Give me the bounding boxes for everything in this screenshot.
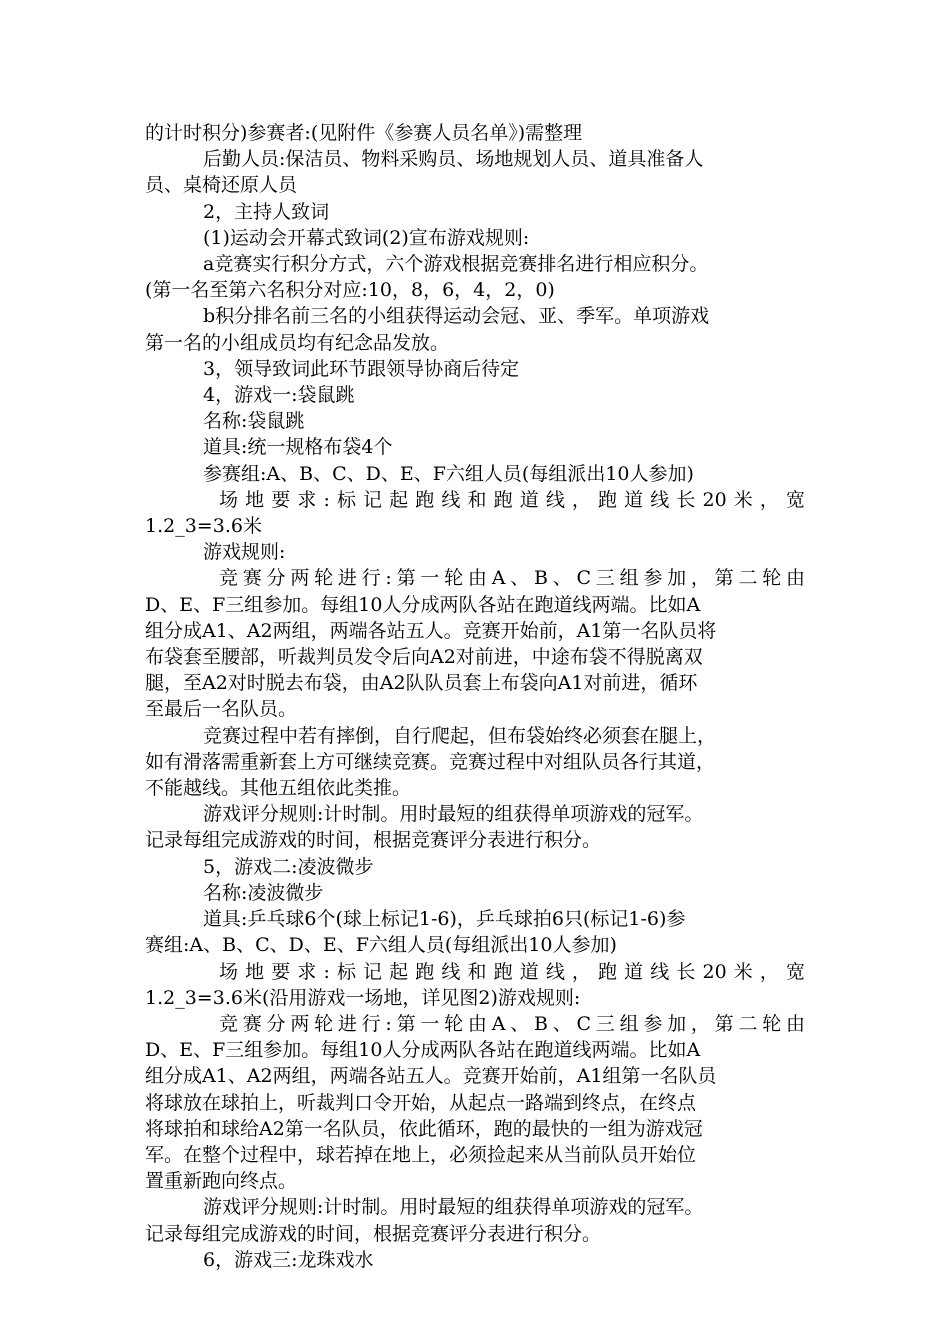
text-line: D、E、F三组参加。每组10人分成两队各站在跑道线两端。比如A (145, 1039, 701, 1062)
text-line: 参赛组:A、B、C、D、E、F六组人员(每组派出10人参加) (203, 462, 694, 485)
text-line: 将球拍和球给A2第一名队员，依此循环，跑的最快的一组为游戏冠 (145, 1117, 703, 1140)
document-body (145, 120, 805, 1273)
text-line: 2，主持人致词 (203, 200, 330, 223)
text-line: 道具:乒乓球6个(球上标记1-6)，乒乓球拍6只(标记1-6)参 (203, 908, 686, 931)
text-line: 道具:统一规格布袋4个 (203, 436, 393, 459)
text-line: 至最后一名队员。 (145, 698, 298, 721)
text-line: 竞赛分两轮进行:第一轮由A、B、C三组参加，第二轮由 (219, 1012, 805, 1035)
text-line: 1.2_3=3.6米(沿用游戏一场地，详见图2)游戏规则: (145, 986, 581, 1009)
text-line: 记录每组完成游戏的时间，根据竞赛评分表进行积分。 (145, 829, 602, 852)
text-line: 5，游戏二:凌波微步 (203, 855, 374, 878)
text-line: 游戏规则: (203, 541, 286, 564)
text-line: 员、桌椅还原人员 (145, 174, 298, 197)
text-line: 第一名的小组成员均有纪念品发放。 (145, 331, 450, 354)
text-line: 军。在整个过程中，球若掉在地上，必须捡起来从当前队员开始位 (145, 1143, 697, 1166)
text-line: 将球放在球拍上，听裁判口令开始，从起点一路端到终点，在终点 (145, 1091, 697, 1114)
text-line: 名称:袋鼠跳 (203, 410, 305, 433)
text-line: 竞赛分两轮进行:第一轮由A、B、C三组参加，第二轮由 (219, 567, 805, 590)
text-line: 置重新跑向终点。 (145, 1170, 298, 1193)
text-line: a竞赛实行积分方式，六个游戏根据竞赛排名进行相应积分。 (203, 253, 709, 276)
text-line: (1)运动会开幕式致词(2)宣布游戏规则: (203, 226, 530, 249)
text-line: 3，领导致词此环节跟领导协商后待定 (203, 357, 520, 380)
text-line: 场地要求:标记起跑线和跑道线，跑道线长20米，宽 (219, 488, 805, 511)
text-line: D、E、F三组参加。每组10人分成两队各站在跑道线两端。比如A (145, 593, 701, 616)
text-line: 后勤人员:保洁员、物料采购员、场地规划人员、道具准备人 (203, 148, 704, 171)
text-line: 组分成A1、A2两组，两端各站五人。竞赛开始前，A1组第一名队员 (145, 1065, 717, 1088)
text-line: 名称:凌波微步 (203, 881, 324, 904)
text-line: 场地要求:标记起跑线和跑道线，跑道线长20米，宽 (219, 960, 805, 983)
text-line: 赛组:A、B、C、D、E、F六组人员(每组派出10人参加) (145, 934, 617, 957)
text-line: 1.2_3=3.6米 (145, 515, 262, 538)
text-line: 的计时积分)参赛者:(见附件《参赛人员名单》)需整理 (145, 122, 583, 144)
text-line: 游戏评分规则:计时制。用时最短的组获得单项游戏的冠军。 (203, 803, 704, 826)
text-line: b积分排名前三名的小组获得运动会冠、亚、季军。单项游戏 (203, 305, 710, 328)
text-line: 记录每组完成游戏的时间，根据竞赛评分表进行积分。 (145, 1222, 602, 1245)
text-line: 布袋套至腰部，听裁判员发令后向A2对前进，中途布袋不得脱离双 (145, 646, 703, 669)
text-line: 如有滑落需重新套上方可继续竞赛。竞赛过程中对组队员各行其道， (145, 750, 716, 773)
text-line: 组分成A1、A2两组，两端各站五人。竞赛开始前，A1第一名队员将 (145, 619, 717, 642)
text-line: 竞赛过程中若有摔倒，自行爬起，但布袋始终必须套在腿上， (203, 724, 717, 747)
text-line: 游戏评分规则:计时制。用时最短的组获得单项游戏的冠军。 (203, 1196, 704, 1219)
text-line: (第一名至第六名积分对应:10，8，6，4，2，0) (145, 279, 555, 302)
text-line: 4，游戏一:袋鼠跳 (203, 384, 355, 407)
text-line: 腿，至A2对时脱去布袋，由A2队队员套上布袋向A1对前进，循环 (145, 672, 698, 695)
text-line: 不能越线。其他五组依此类推。 (145, 777, 412, 800)
text-line: 6，游戏三:龙珠戏水 (203, 1248, 374, 1271)
